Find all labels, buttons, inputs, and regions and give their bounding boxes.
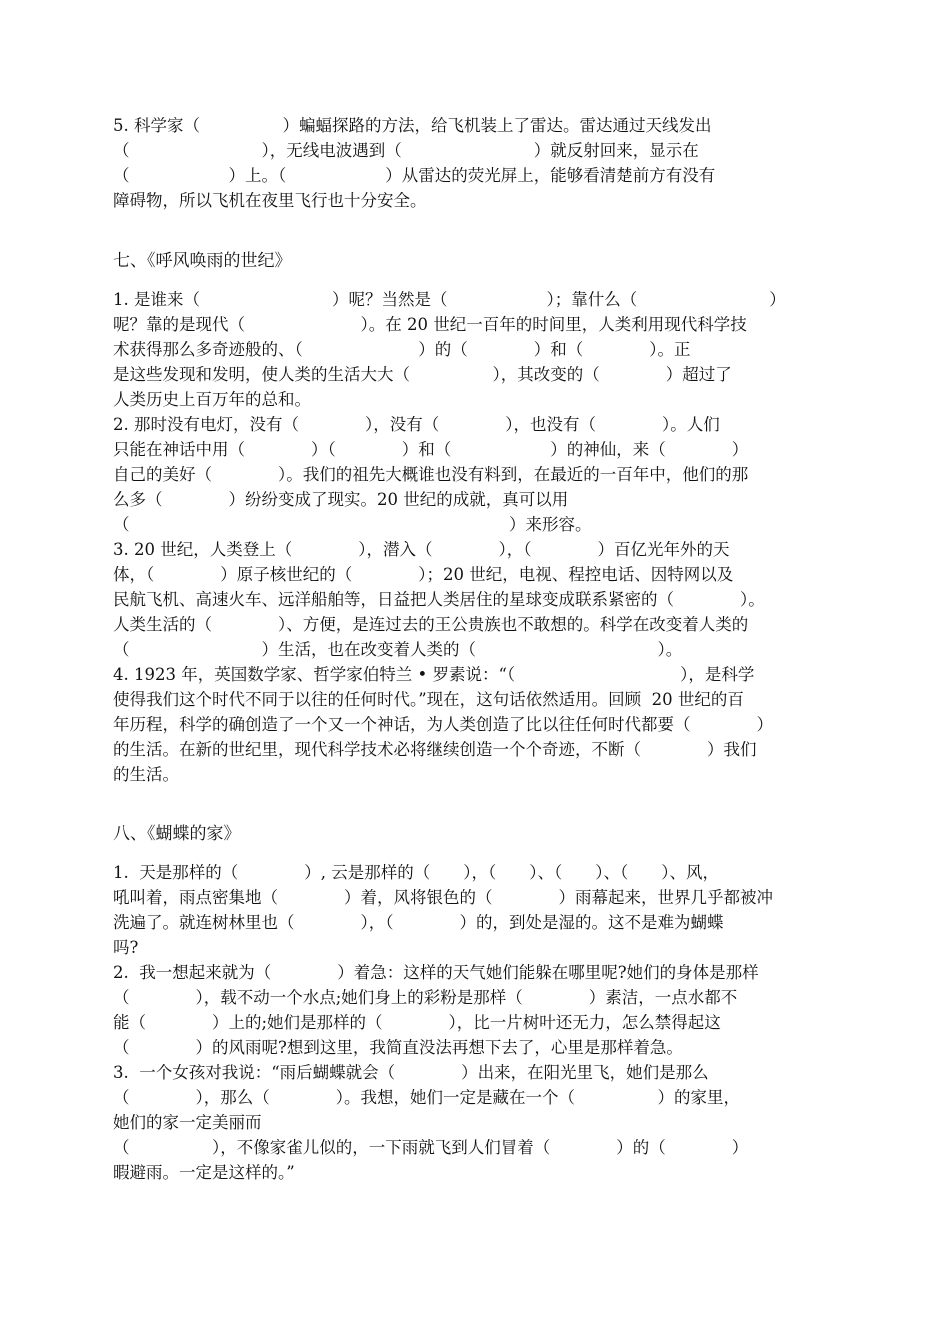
text-line: （ ），那么（ ）。我想，她们一定是藏在一个（ ）的家里， (113, 1088, 740, 1107)
text-line: 她们的家一定美丽而 (113, 1113, 262, 1132)
text-line: 4. 1923 年，英国数学家、哲学家伯特兰 • 罗素说：“（ ），是科学 (113, 665, 755, 684)
text-line: 的生活。 (113, 765, 179, 784)
text-line: （ ），载不动一个水点;她们身上的彩粉是那样（ ）素洁，一点水都不 (113, 988, 738, 1007)
text-line: 只能在神话中用（ ）（ ）和（ ）的神仙，来（ ） (113, 440, 749, 459)
text-line: 吗? (113, 938, 139, 957)
text-line: 呢？靠的是现代（ ）。在 20 世纪一百年的时间里，人类利用现代科学技 (113, 315, 747, 334)
text-line: 能（ ）上的;她们是那样的（ ），比一片树叶还无力，怎么禁得起这 (113, 1013, 721, 1032)
text-line: 洗遍了。就连树林里也（ ），（ ）的，到处是湿的。这不是难为蝴蝶 (113, 913, 724, 932)
text-line: （ ）上。（ ）从雷达的荧光屏上，能够看清楚前方有没有 (113, 166, 716, 185)
text-line: 暇避雨。一定是这样的。” (113, 1163, 295, 1182)
text-line: 使得我们这个时代不同于以往的任何时代。”现在，这句话依然适用。回顾 20 世纪的百 (113, 690, 744, 709)
text-line: 3. 一个女孩对我说：“雨后蝴蝶就会（ ）出来，在阳光里飞，她们是那么 (113, 1063, 709, 1082)
text-line: 5. 科学家（ ）蝙蝠探路的方法，给飞机装上了雷达。雷达通过天线发出 (113, 116, 712, 135)
text-line: 障碍物，所以飞机在夜里飞行也十分安全。 (113, 191, 427, 210)
text-line: 人类生活的（ ）、方便，是连过去的王公贵族也不敢想的。科学在改变着人类的 (113, 615, 749, 634)
text-line: 2. 我一想起来就为（ ）着急：这样的天气她们能躲在哪里呢?她们的身体是那样 (113, 963, 759, 982)
text-line: 术获得那么多奇迹般的、（ ）的（ ）和（ ）。正 (113, 340, 691, 359)
text-line: 2. 那时没有电灯，没有（ ），没有（ ），也没有（ ）。人们 (113, 415, 720, 434)
text-line: 么多（ ）纷纷变成了现实。20 世纪的成就，真可以用 (113, 490, 569, 509)
section-heading: 七、《呼风唤雨的世纪》 (113, 251, 292, 271)
text-line: 的生活。在新的世纪里，现代科学技术必将继续创造一个个奇迹，不断（ ）我们 (113, 740, 757, 759)
text-line: （ ），不像家雀儿似的，一下雨就飞到人们冒着（ ）的（ ） (113, 1138, 749, 1157)
text-line: 年历程，科学的确创造了一个又一个神话，为人类创造了比以往任何时代都要（ ） (113, 715, 773, 734)
text-line: （ ）来形容。 (113, 515, 592, 534)
text-line: （ ），无线电波遇到（ ）就反射回来，显示在 (113, 141, 699, 160)
text-line: 自己的美好（ ）。我们的祖先大概谁也没有料到，在最近的一百年中，他们的那 (113, 465, 749, 484)
text-line: 是这些发现和发明，使人类的生活大大（ ），其改变的（ ）超过了 (113, 365, 732, 384)
text-line: 体，（ ）原子核世纪的（ ）；20 世纪，电视、程控电话、因特网以及 (113, 565, 734, 584)
text-line: 3. 20 世纪，人类登上（ ），潜入（ ），（ ）百亿光年外的天 (113, 540, 730, 559)
text-line: （ ）生活，也在改变着人类的（ ）。 (113, 640, 683, 659)
text-line: 人类历史上百万年的总和。 (113, 390, 311, 409)
text-line: 1. 是谁来（ ）呢？当然是（ ）；靠什么（ ） (113, 290, 786, 309)
text-line: 1. 天是那样的（ ）, 云是那样的（ ），（ ）、（ ）、（ ）、风， (113, 863, 719, 882)
text-line: （ ）的风雨呢?想到这里，我简直没法再想下去了，心里是那样着急。 (113, 1038, 683, 1057)
text-line: 吼叫着，雨点密集地（ ）着，风将银色的（ ）雨幕起来，世界几乎都被冲 (113, 888, 773, 907)
section-heading: 八、《蝴蝶的家》 (113, 824, 241, 844)
text-line: 民航飞机、高速火车、远洋船舶等，日益把人类居住的星球变成联系紧密的（ ）。 (113, 590, 765, 609)
